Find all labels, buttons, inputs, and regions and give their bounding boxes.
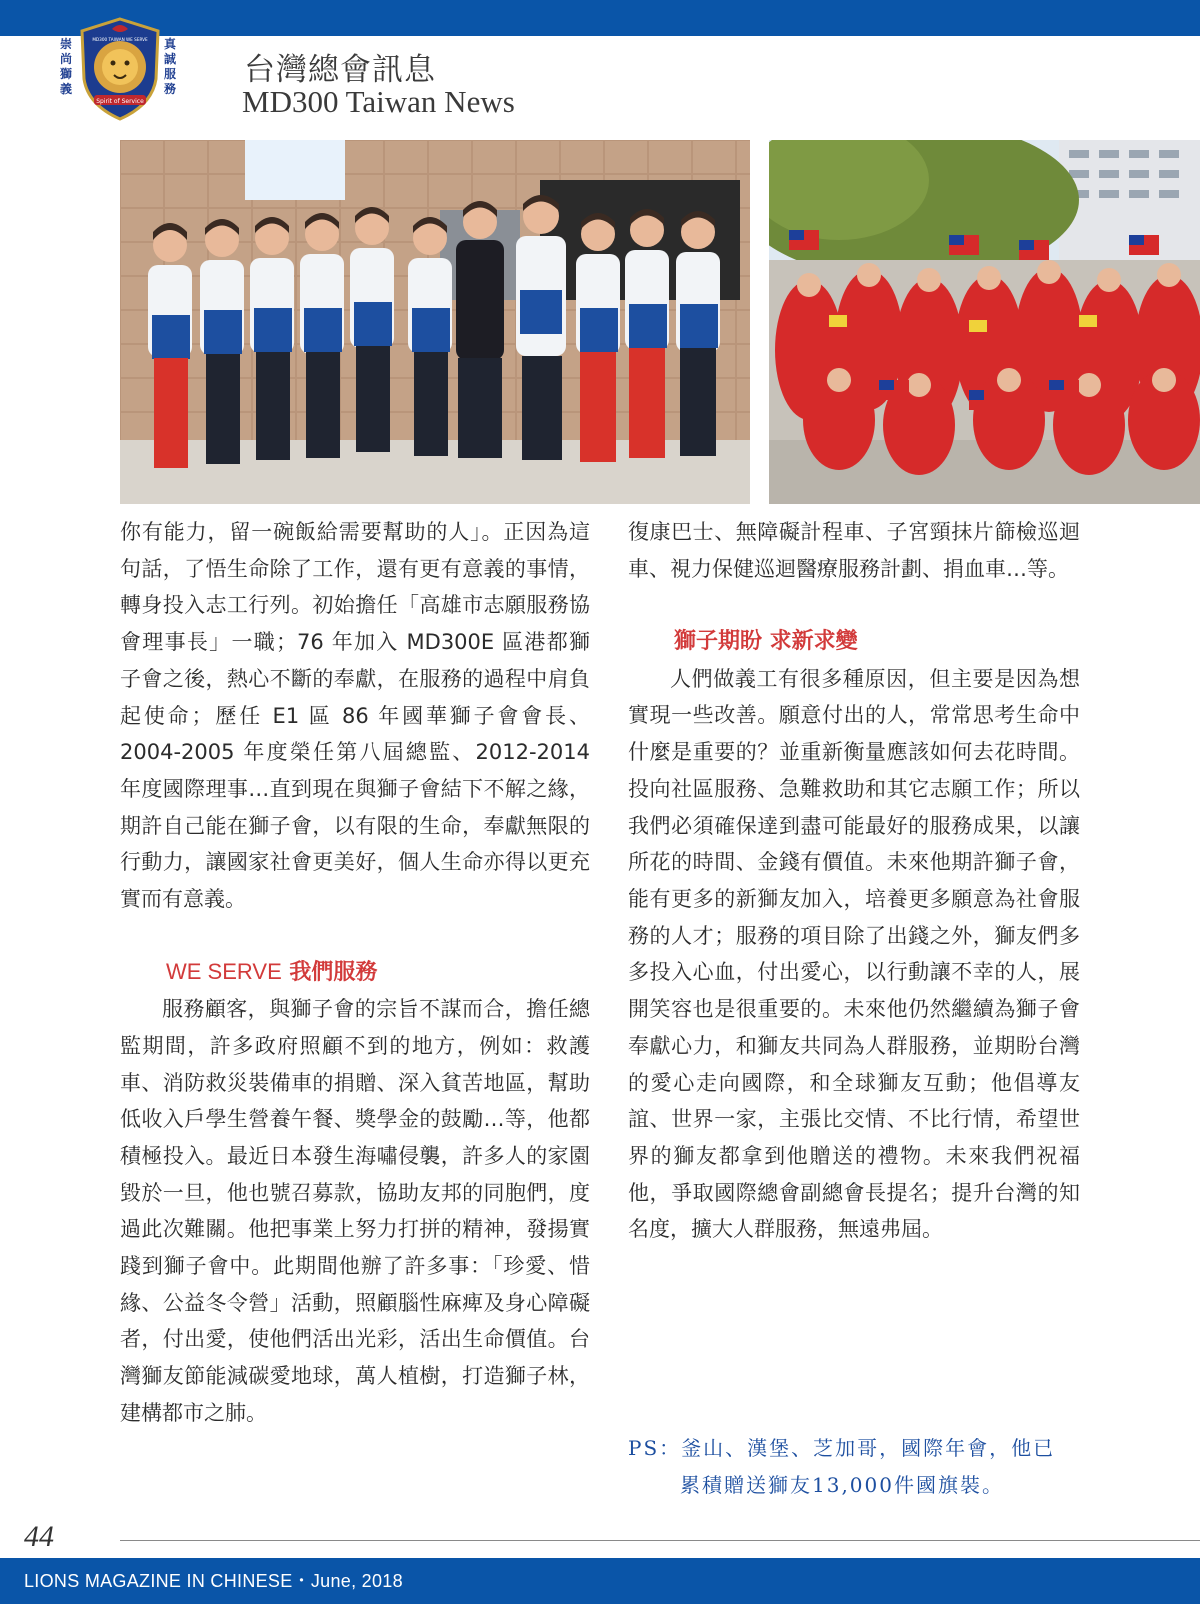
section-title-en: MD300 Taiwan News	[242, 84, 515, 119]
group-photo-members-in-flag-shirts-icon	[120, 140, 750, 504]
postscript-note	[628, 1430, 1088, 1504]
left-paragraph-2: 服務顧客，與獅子會的宗旨不謀而合，擔任總監期間，許多政府照顧不到的地方，例如：救護車、消防救災裝備車的捐贈、深入貧苦地區，幫助低收入戶學生營養午餐、獎學金的鼓勵…等，他都積極投入。最近日本發生海嘯侵襲，許多人的家園毀於一旦，他也號召募款，協助友邦的同胞們，度過此次難關。他把事業上努力打拼的精神，發揚實踐到獅子會中。此期間他辦了許多事：「珍愛、惜緣、公益冬令營」活動，照顧腦性麻痺及身心障礙者，付出愛，使他們活出光彩，活出生命價值。台灣獅友節能減碳愛地球，萬人植樹，打造獅子林，建構都市之肺。	[120, 997, 590, 1425]
left-paragraph-1: 你有能力，留一碗飯給需要幫助的人」。正因為這句話，了悟生命除了工作，還有更有意義的事情，轉身投入志工行列。初始擔任「高雄市志願服務協會理事長」一職；76 年加入 MD300E 區港都獅子會之後，熱心不斷的奉獻，在服務的過程中肩負起使命；歷任 E1 區 86 年國華獅子會會長、2004-2005 年度榮任第八屆總監、2012-2014 年度國際理事…直到現在與獅子會結下不解之緣，期許自己能在獅子會，以有限的生命，奉獻無限的行動力，讓國家社會更美好，個人生命亦得以更充實而有意義。	[120, 520, 590, 912]
heading-we-serve-en: WE SERVE	[166, 959, 282, 985]
page-number: 44	[24, 1520, 54, 1553]
paragraph-gap	[628, 587, 1080, 624]
logo-seal-text-top: MD300 TAIWAN WE SERVE	[92, 37, 148, 42]
logo-motto-right: 真誠服務	[164, 37, 177, 96]
article-left-column	[120, 514, 590, 1432]
right-paragraph-2: 人們做義工有很多種原因，但主要是因為想實現一些改善。願意付出的人，常常思考生命中什麼是重要的？並重新衡量應該如何去花時間。投向社區服務、急難救助和其它志願工作；所以我們必須確保達到盡可能最好的服務成果，以讓所花的時間、金錢有價值。未來他期許獅子會，能有更多的新獅友加入，培養更多願意為社會服務的人才；服務的項目除了出錢之外，獅友們多多投入心血，付出愛心，以行動讓不幸的人，展開笑容也是很重要的。未來他仍然繼續為獅子會奉獻心力，和獅友共同為人群服務，並期盼台灣的愛心走向國際，和全球獅友互動；他倡導友誼、世界一家，主張比交情、不比行情，希望世界的獅友都拿到他贈送的禮物。未來我們祝福他，爭取國際總會副總會長提名；提升台灣的知名度，擴大人群服務，無遠弗屆。	[628, 666, 1080, 1242]
heading-we-serve-zh: 我們服務	[289, 960, 378, 986]
paragraph-gap	[120, 918, 590, 955]
lion-head-crest-icon	[78, 17, 162, 121]
magazine-name: LIONS MAGAZINE IN CHINESE・June, 2018	[24, 1571, 403, 1591]
section-heading-lions-hope: 獅子期盼 求新求變	[674, 629, 858, 655]
article-right-column	[628, 514, 1080, 1248]
footer-divider	[120, 1540, 1200, 1541]
top-banner-bar	[0, 0, 1200, 36]
right-paragraph-1: 復康巴士、無障礙計程車、子宮頸抹片篩檢巡迴車、視力保健巡迴醫療服務計劃、捐血車…等。	[628, 520, 1080, 581]
postscript-line-1: PS：釜山、漢堡、芝加哥，國際年會，他已	[628, 1436, 1056, 1460]
logo-seal-text-bottom: Spirit of Service	[96, 98, 144, 105]
group-photo-parade-with-flags-icon	[769, 140, 1200, 504]
section-heading-we-serve	[120, 954, 590, 991]
section-title-zh: 台灣總會訊息	[244, 52, 436, 88]
postscript-line-2: 累積贈送獅友13,000件國旗裝。	[680, 1473, 1004, 1497]
lions-logo	[60, 17, 180, 123]
logo-motto-left: 崇尚獅義	[60, 37, 73, 96]
